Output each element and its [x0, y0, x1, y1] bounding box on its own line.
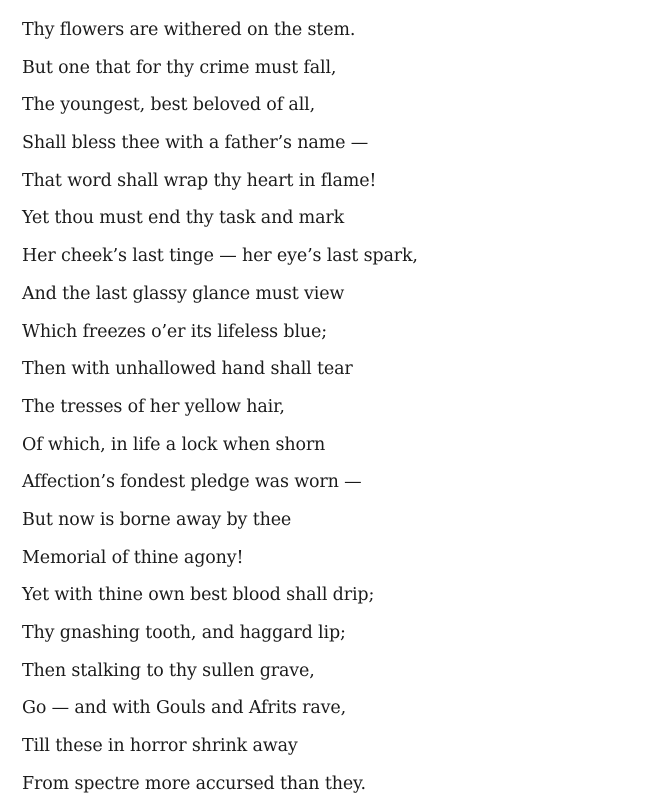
poem-line: Thy flowers are withered on the stem. [22, 20, 356, 40]
poem-line: Then stalking to thy sullen grave, [22, 660, 315, 681]
poem-line: From spectre more accursed than they. [22, 773, 366, 794]
poem-line: But now is borne away by thee [22, 509, 292, 530]
poem-line: That word shall wrap thy heart in flame! [22, 170, 377, 191]
poem-text [22, 12, 418, 803]
poem-line: Of which, in life a lock when shorn [22, 434, 326, 455]
poem-line: Shall bless thee with a father’s name — [22, 133, 369, 154]
poem-line: Memorial of thine agony! [22, 547, 244, 568]
poem-line: Till these in horror shrink away [22, 736, 298, 757]
poem-line: Affection’s fondest pledge was worn — [22, 472, 362, 493]
poem-line: But one that for thy crime must fall, [22, 57, 337, 78]
poem-line: And the last glassy glance must view [22, 283, 345, 304]
poem-line: Which freezes o’er its lifeless blue; [22, 321, 327, 342]
poem-line: Yet thou must end thy task and mark [22, 208, 345, 229]
poem-line: The tresses of her yellow hair, [22, 396, 285, 417]
poem-line: The youngest, best beloved of all, [22, 95, 316, 116]
poem-line: Go — and with Gouls and Afrits rave, [22, 698, 346, 719]
poem-line: Then with unhallowed hand shall tear [22, 359, 353, 380]
poem-line: Yet with thine own best blood shall drip; [22, 585, 375, 606]
poem-line: Her cheek’s last tinge — her eye’s last spark, [22, 246, 418, 267]
poem-line: Thy gnashing tooth, and haggard lip; [22, 623, 346, 643]
